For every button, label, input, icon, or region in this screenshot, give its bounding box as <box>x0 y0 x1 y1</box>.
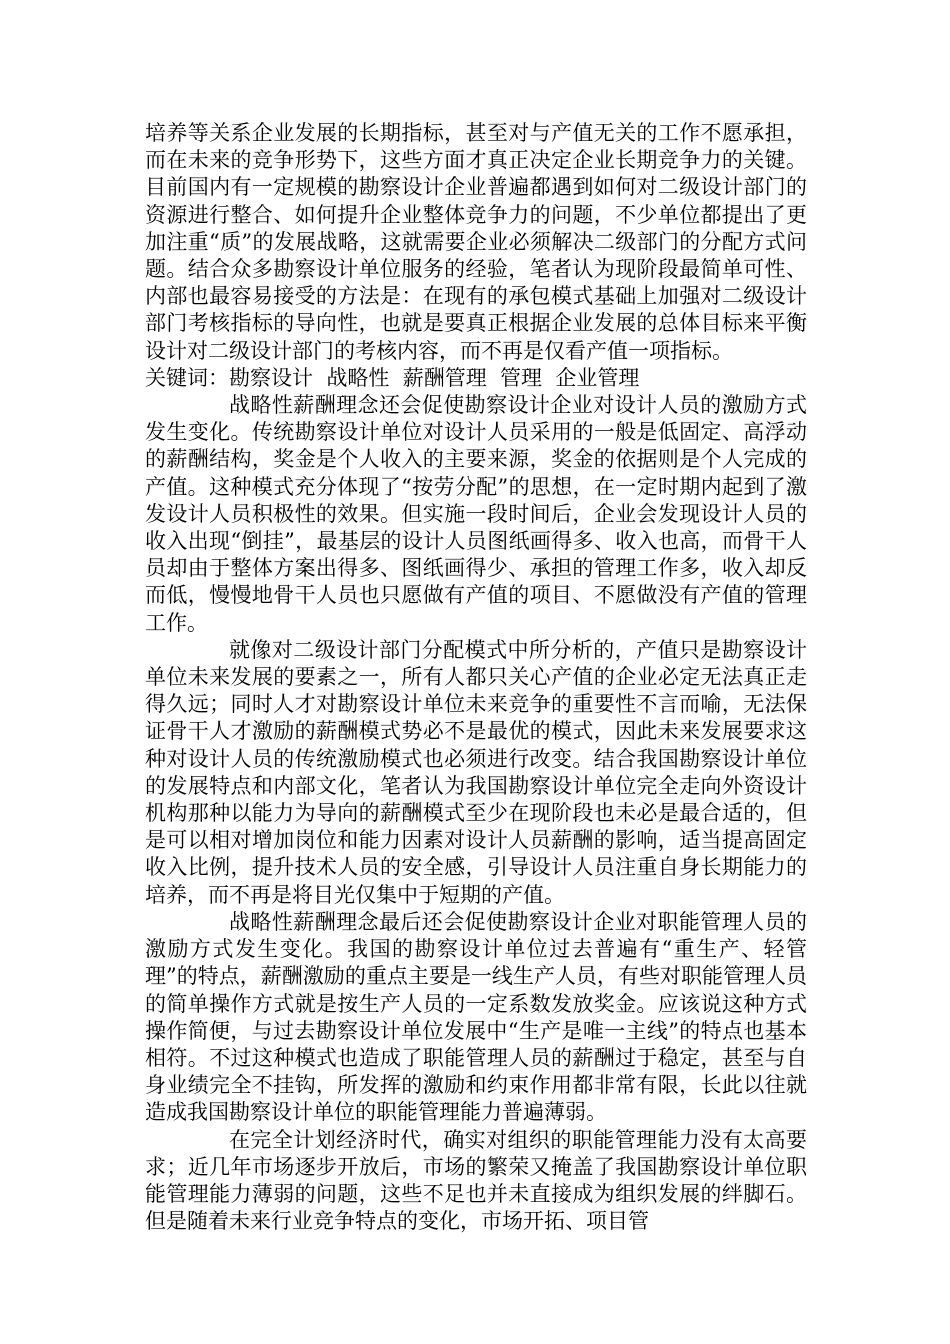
document-body <box>145 120 807 1235</box>
keywords-line: 关键词：勘察设计 战略性 薪酬管理 管理 企业管理 <box>145 365 640 390</box>
paragraph-planned-economy: 在完全计划经济时代，确实对组织的职能管理能力没有太高要求；近几年市场逐步开放后，市场的繁荣又掩盖了我国勘察设计单位职能管理能力薄弱的问题，这些不足也并未直接成为组织发展的绊脚石。但是随着未来行业竞争特点的变化，市场开拓、项目管 <box>145 1127 807 1234</box>
paragraph-management-staff: 战略性薪酬理念最后还会促使勘察设计企业对职能管理人员的激励方式发生变化。我国的勘察设计单位过去普遍有“重生产、轻管理”的特点，薪酬激励的重点主要是一线生产人员，有些对职能管理人员的简单操作方式就是按生产人员的一定系数发放奖金。应该说这种方式操作简便，与过去勘察设计单位发展中“生产是唯一主线”的特点也基本相符。不过这种模式也造成了职能管理人员的薪酬过于稳定，甚至与自身业绩完全不挂钩，所发挥的激励和约束作用都非常有限，长此以往就造成我国勘察设计单位的职能管理能力普遍薄弱。 <box>145 909 807 1125</box>
paragraph-intro: 培养等关系企业发展的长期指标，甚至对与产值无关的工作不愿承担，而在未来的竞争形势下，这些方面才真正决定企业长期竞争力的关键。目前国内有一定规模的勘察设计企业普遍都遇到如何对二级设计部门的资源进行整合、如何提升企业整体竞争力的问题，不少单位都提出了更加注重“质”的发展战略，这就需要企业必须解决二级部门的分配方式问题。结合众多勘察设计单位服务的经验，笔者认为现阶段最简单可性、内部也最容易接受的方法是：在现有的承包模式基础上加强对二级设计部门考核指标的导向性，也就是要真正根据企业发展的总体目标来平衡设计对二级设计部门的考核内容，而不再是仅看产值一项指标。 <box>145 121 807 363</box>
paragraph-designer-incentive: 战略性薪酬理念还会促使勘察设计企业对设计人员的激励方式发生变化。传统勘察设计单位对设计人员采用的一般是低固定、高浮动的薪酬结构，奖金是个人收入的主要来源，奖金的依据则是个人完成的产值。这种模式充分体现了“按劳分配”的思想，在一定时期内起到了激发设计人员积极性的效果。但实施一段时间后，企业会发现设计人员的收入出现“倒挂”，最基层的设计人员图纸画得多、收入也高，而骨干人员却由于整体方案出得多、图纸画得少、承担的管理工作多，收入却反而低，慢慢地骨干人员也只愿做有产值的项目、不愿做没有产值的管理工作。 <box>145 393 807 635</box>
paragraph-output-value: 就像对二级设计部门分配模式中所分析的，产值只是勘察设计单位未来发展的要素之一，所有人都只关心产值的企业必定无法真正走得久远；同时人才对勘察设计单位未来竞争的重要性不言而喻，无法保证骨干人才激励的薪酬模式势必不是最优的模式，因此未来发展要求这种对设计人员的传统激励模式也必须进行改变。结合我国勘察设计单位的发展特点和内部文化，笔者认为我国勘察设计单位完全走向外资设计机构那种以能力为导向的薪酬模式至少在现阶段也未必是最合适的，但是可以相对增加岗位和能力因素对设计人员薪酬的影响，适当提高固定收入比例，提升技术人员的安全感，引导设计人员注重自身长期能力的培养，而不再是将目光仅集中于短期的产值。 <box>145 637 807 907</box>
